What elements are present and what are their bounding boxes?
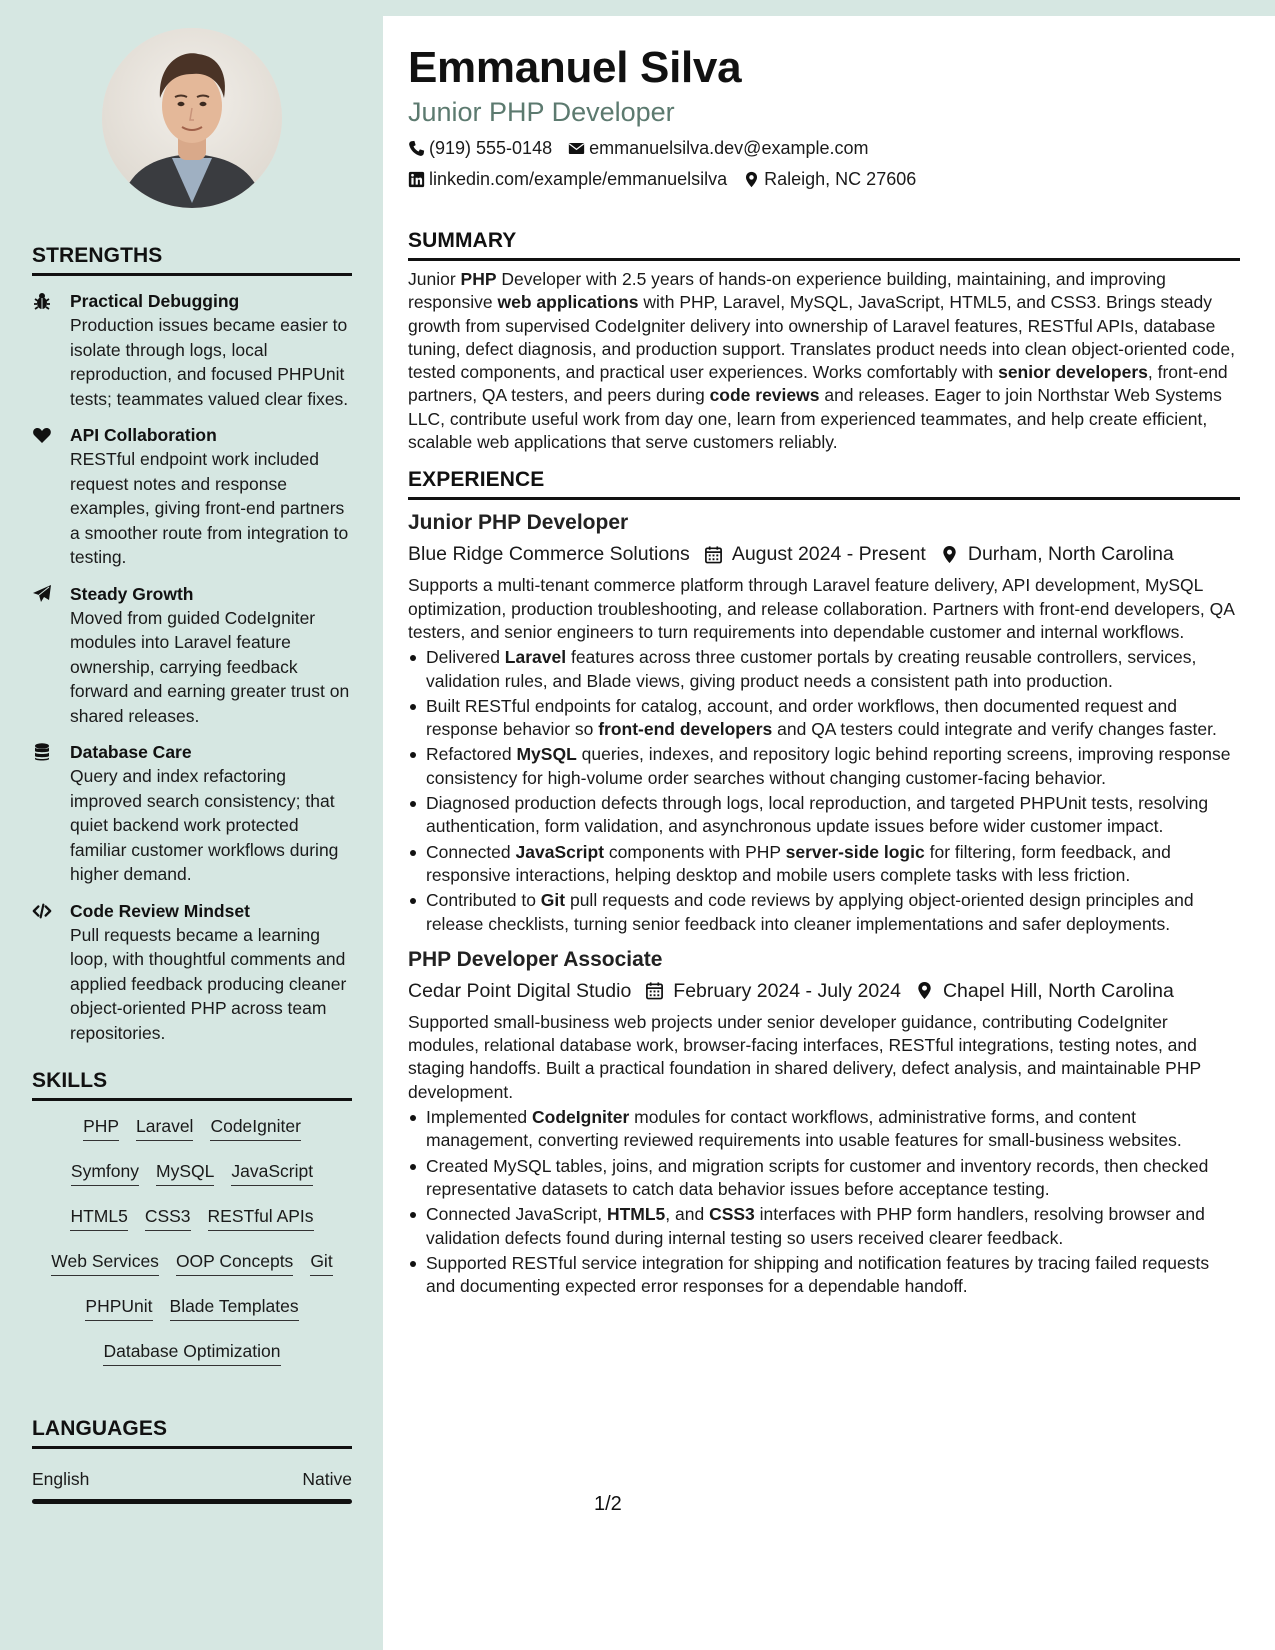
job-bullet: Refactored MySQL queries, indexes, and repository logic behind reporting screens, improving response consistency for high-volume order searches without changing customer-facing behavior. xyxy=(408,743,1240,790)
code-icon xyxy=(32,900,70,1046)
job-meta xyxy=(408,542,1240,566)
strength-desc: Moved from guided CodeIgniter modules into Laravel feature ownership, carrying feedback forward and earning greater trust on shared releases. xyxy=(70,607,350,726)
job-bullet: Contributed to Git pull requests and code reviews by applying object-oriented design principles and release checklists, turning senior feedback into cleaner implementations and safer deployments. xyxy=(408,889,1240,936)
skill-tag: JavaScript xyxy=(231,1160,313,1186)
skills-list xyxy=(32,1115,352,1385)
envelope-icon xyxy=(568,140,585,157)
strength-title: Code Review Mindset xyxy=(70,900,250,921)
job-bullet: Supported RESTful service integration for shipping and notification features by tracing failed requests and documenting expected error responses for a dependable handoff. xyxy=(408,1252,1240,1299)
job-location: Durham, North Carolina xyxy=(940,542,1174,566)
phone-text: (919) 555-0148 xyxy=(429,138,553,158)
skill-tag: Web Services xyxy=(51,1250,159,1276)
summary-section xyxy=(408,229,1240,454)
location-text: Raleigh, NC 27606 xyxy=(764,169,917,189)
strength-desc: Query and index refactoring improved search consistency; that quiet backend work protected familiar customer workflows during higher demand. xyxy=(70,766,339,884)
job-company: Cedar Point Digital Studio xyxy=(408,979,632,1002)
strength-item xyxy=(32,424,352,570)
language-level: Native xyxy=(302,1469,352,1489)
strength-item xyxy=(32,583,352,729)
strength-item xyxy=(32,900,352,1046)
phone-icon xyxy=(408,140,425,157)
job-bullet: Connected JavaScript, HTML5, and CSS3 interfaces with PHP form handlers, resolving browser and validation defects found during internal testing so users received clearer feedback. xyxy=(408,1203,1240,1250)
job-company: Blue Ridge Commerce Solutions xyxy=(408,543,690,566)
job-bullets xyxy=(408,646,1240,936)
map-pin-icon xyxy=(743,171,760,188)
language-name: English xyxy=(32,1469,90,1489)
email-text: emmanuelsilva.dev@example.com xyxy=(589,138,869,158)
strength-desc: Pull requests became a learning loop, with thoughtful comments and applied feedback producing cleaner object-oriented PHP across team repositories. xyxy=(70,924,347,1043)
languages-heading: LANGUAGES xyxy=(32,1417,352,1449)
job-bullet: Created MySQL tables, joins, and migration scripts for customer and inventory records, then checked representative datasets to catch data behavior issues before acceptance testing. xyxy=(408,1155,1240,1202)
strength-title: API Collaboration xyxy=(70,425,217,445)
skill-tag: PHPUnit xyxy=(85,1295,152,1321)
skill-tag: OOP Concepts xyxy=(176,1250,293,1276)
skill-tag: PHP xyxy=(83,1115,119,1141)
map-pin-icon xyxy=(940,545,959,564)
skill-tag: HTML5 xyxy=(70,1205,127,1231)
skill-tag: CSS3 xyxy=(145,1205,191,1231)
strength-desc: RESTful endpoint work included request notes and response examples, giving front-end partners a smoother route from integration to testing. xyxy=(70,449,349,567)
strengths-section xyxy=(32,244,352,1045)
job-meta xyxy=(408,979,1240,1003)
main-content xyxy=(383,16,1275,1650)
location-contact xyxy=(743,168,916,190)
linkedin-icon xyxy=(408,171,425,188)
map-pin-icon xyxy=(915,981,934,1000)
strength-desc: Production issues became easier to isolate through logs, local reproduction, and focused PHPUnit tests; teammates valued clear fixes. xyxy=(70,315,349,409)
job-bullet: Diagnosed production defects through logs, local reproduction, and targeted PHPUnit tests, resolving authentication, form validation, and asynchronous update issues before wider customer impact. xyxy=(408,792,1240,839)
strengths-heading: STRENGTHS xyxy=(32,244,352,276)
experience-heading: EXPERIENCE xyxy=(408,468,1240,500)
skill-tag: Database Optimization xyxy=(103,1340,280,1366)
strength-title: Practical Debugging xyxy=(70,291,240,311)
heart-icon xyxy=(32,424,70,570)
strength-item xyxy=(32,741,352,887)
contact-row xyxy=(408,137,1240,159)
summary-text: Junior PHP Developer with 2.5 years of hands-on experience building, maintaining, and improving responsive web applications with PHP, Laravel, MySQL, JavaScript, HTML5, and CSS3. Brings steady growth from supervised CodeIgniter delivery into ownership of Laravel features, RESTful APIs, database tuning, defect diagnosis, and production support. Translates product needs into clean object-oriented code, tested components, and practical user experiences. Works comfortably with senior developers, front-end partners, QA testers, and peers during code reviews and releases. Eager to join Northstar Web Systems LLC, contribute useful work from day one, learn from experienced teammates, and help create efficient, scalable web applications that serve customers reliably. xyxy=(408,269,1235,453)
job-location: Chapel Hill, North Carolina xyxy=(915,979,1174,1003)
sidebar xyxy=(0,0,383,1650)
skill-tag: Blade Templates xyxy=(170,1295,299,1321)
skill-tag: MySQL xyxy=(156,1160,214,1186)
language-row xyxy=(32,1469,352,1499)
experience-section xyxy=(408,468,1240,1298)
skill-tag: CodeIgniter xyxy=(210,1115,300,1141)
job-dates: August 2024 - Present xyxy=(704,542,926,566)
job-bullet: Connected JavaScript components with PHP server-side logic for filtering, form feedback, and responsive interactions, helping desktop and mobile users complete tasks with less friction. xyxy=(408,841,1240,888)
job-entry xyxy=(408,510,1240,935)
candidate-title: Junior PHP Developer xyxy=(408,97,675,127)
bug-icon xyxy=(32,290,70,411)
job-role: Junior PHP Developer xyxy=(408,511,629,535)
linkedin-contact[interactable] xyxy=(408,168,727,190)
contact-row xyxy=(408,168,1240,190)
skill-tag: Symfony xyxy=(71,1160,139,1186)
candidate-name: Emmanuel Silva xyxy=(408,43,742,92)
job-description: Supports a multi-tenant commerce platform through Laravel feature delivery, API development, MySQL optimization, production troubleshooting, and release collaboration. Partners with front-end developers, QA testers, and senior engineers to turn requirements into dependable customer and internal workflows. xyxy=(408,575,1234,642)
languages-section xyxy=(32,1417,352,1504)
skills-section xyxy=(32,1069,352,1385)
job-bullet: Built RESTful endpoints for catalog, account, and order workflows, then documented request and response behavior so front-end developers and QA testers could integrate and verify changes faster. xyxy=(408,695,1240,742)
database-icon xyxy=(32,741,70,887)
skill-tag: Git xyxy=(310,1250,332,1276)
page-number: 1/2 xyxy=(594,1493,622,1515)
profile-photo xyxy=(102,28,282,208)
email-contact[interactable] xyxy=(568,137,868,159)
job-bullet: Implemented CodeIgniter modules for contact workflows, administrative forms, and content management, converting reviewed requirements into usable features for small-business websites. xyxy=(408,1106,1240,1153)
summary-heading: SUMMARY xyxy=(408,229,1240,261)
calendar-icon xyxy=(645,981,664,1000)
language-proficiency-bar xyxy=(32,1499,352,1504)
phone-contact[interactable] xyxy=(408,137,552,159)
job-bullet: Delivered Laravel features across three customer portals by creating reusable controllers, services, validation rules, and Blade views, giving product needs a consistent path into production. xyxy=(408,646,1240,693)
skills-heading: SKILLS xyxy=(32,1069,352,1101)
linkedin-text: linkedin.com/example/emmanuelsilva xyxy=(429,169,728,189)
strength-title: Steady Growth xyxy=(70,583,194,604)
job-dates: February 2024 - July 2024 xyxy=(645,979,901,1003)
skill-tag: Laravel xyxy=(136,1115,193,1141)
strength-item xyxy=(32,290,352,411)
job-description: Supported small-business web projects under senior developer guidance, contributing CodeIgniter modules, relational database work, browser-facing interfaces, RESTful integrations, testing notes, and staging handoffs. Built a practical foundation in shared delivery, defect analysis, and maintainable PHP development. xyxy=(408,1011,1201,1102)
paper-plane-icon xyxy=(32,583,70,729)
calendar-icon xyxy=(704,545,723,564)
job-bullets xyxy=(408,1106,1240,1298)
skill-tag: RESTful APIs xyxy=(208,1205,314,1231)
job-role: PHP Developer Associate xyxy=(408,947,663,971)
job-entry xyxy=(408,947,1240,1299)
strength-title: Database Care xyxy=(70,742,192,762)
